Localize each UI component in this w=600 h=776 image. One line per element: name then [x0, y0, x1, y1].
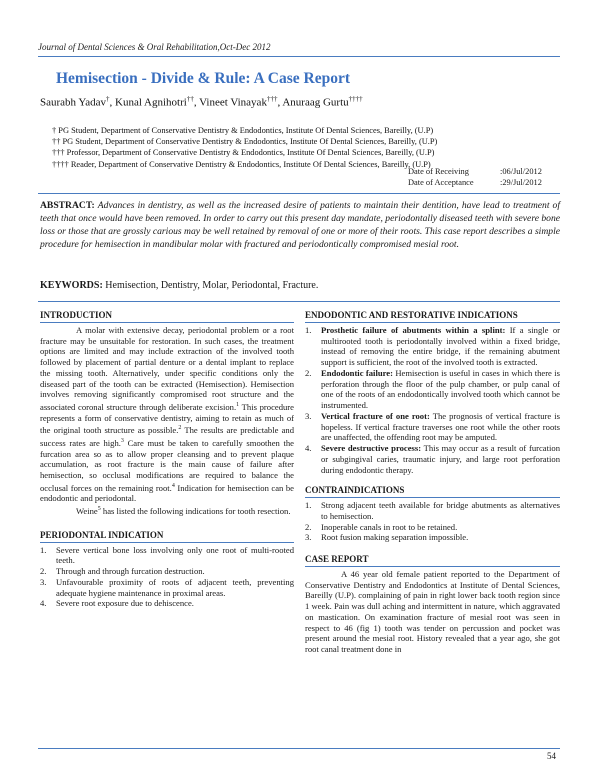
author-list: Saurabh Yadav†, Kunal Agnihotri††, Vineet Vinayak†††, Anuraag Gurtu†††† [40, 95, 363, 109]
keywords-rule [38, 301, 560, 302]
header-rule [38, 56, 560, 57]
author-name: Kunal Agnihotri [115, 96, 187, 109]
received-label: Date of Receiving [408, 167, 469, 176]
author-mark: ††† [266, 95, 278, 103]
author-name: Anuraag Gurtu [282, 96, 349, 109]
section-rule [40, 322, 294, 323]
list-item: 4. Severe destructive process: This may occur as a result of furcation or subgingival caries, traumatic injury, and large root perforation during endodontic therapy. [305, 443, 560, 475]
list-item: 2. Inoperable canals in root to be retained. [305, 521, 458, 532]
citation: 4 [171, 482, 175, 489]
right-column [305, 310, 560, 655]
list-item: 3. Vertical fracture of one root: The prognosis of vertical fracture is hopeless. If vertical fracture traverses one root while the other roots are unaffected, the offending root may be amputed. [305, 410, 560, 443]
list-item: 2. Through and through furcation destruction. [40, 566, 205, 577]
contraindications-heading: CONTRAINDICATIONS [305, 485, 405, 496]
abstract-text: Advances in dentistry, as well as the increased desire of patients to maintain their dentition, have lead to treatment of teeth that once would have been removed. In order to carry out this present day mandate, periodontally diseased teeth with severe bone loss or those that are grossly carious may be well retained by removal of one or more of their roots. This case report describes a simple procedure for hemisection in mandibular molar with fractured and periodontically compromised mesial root. [40, 200, 560, 250]
list-item: 1. Strong adjacent teeth available for bridge abutments as alternatives to hemisection. [305, 500, 560, 521]
list-item: 4. Severe root exposure due to dehiscence. [40, 598, 194, 609]
introduction-heading: INTRODUCTION [40, 310, 113, 320]
section-rule [305, 322, 560, 323]
abstract-label: ABSTRACT: [40, 200, 95, 211]
periodontal-heading: PERIODONTAL INDICATION [40, 529, 164, 540]
section-rule [40, 542, 294, 543]
keywords-text: Hemisection, Dentistry, Molar, Periodontal, Fracture. [105, 280, 319, 291]
article-title: Hemisection - Divide & Rule: A Case Report [56, 70, 351, 87]
affiliation-line: †† PG Student, Department of Conservative Dentistry & Endodontics, Institute Of Dental Sciences, Bareilly, (U.P) [52, 137, 438, 147]
affiliation-line: † PG Student, Department of Conservative Dentistry & Endodontics, Institute Of Dental Sciences, Bareilly, (U.P) [52, 126, 434, 135]
periodontal-list [40, 545, 294, 610]
contraindications-list [305, 500, 560, 543]
endodontic-list [305, 325, 560, 476]
introduction-paragraph: A molar with extensive decay, periodontal problem or a root fracture may be unsuitable for restoration. In such cases, the treatment options are limited and may include extraction of the involved tooth followed by placement of partial denture or a dental implant to replace the missing tooth. Alternatively, under specific conditions only the diseased part of the tooth can be extracted (Hemisection). Hemisection involves removing significantly compromised root structure and the associated coronal structure through deliberate excision.$^1$ This procedure represents a form of conservative dentistry, aiming to retain as much of the original tooth structure as possible.$^2$ The results are predictable and success rates are high.$^3$ Care must be taken to carefully smoothen the furcation area so as to allow proper cleansing and to prevent plaque accumulation, as root fracture is the main cause of failure after hemisection, so occlusal modifications are required to balance the occlusal forces on the remaining root.$^4$ Indication for hemisection can be endodontic and periodontal. [40, 324, 295, 504]
abstract-top-rule [38, 193, 560, 194]
accepted-value: :29/Jul/2012 [500, 178, 542, 187]
affiliation-line: ††† Professor, Department of Conservative Dentistry & Endodontics, Institute Of Dental Sciences, Bareilly, (U.P) [52, 148, 435, 158]
author-mark: †††† [348, 95, 363, 103]
list-item: 1. Severe vertical bone loss involving only one root of multi-rooted teeth. [40, 544, 294, 566]
endodontic-heading: ENDODONTIC AND RESTORATIVE INDICATIONS [305, 310, 518, 320]
received-value: :06/Jul/2012 [500, 167, 542, 176]
introduction-paragraph: Weine$^5$ has listed the following indications for tooth resection. [76, 506, 291, 517]
citation: 3 [120, 437, 124, 444]
list-item: 3. Root fusion making separation impossible. [305, 532, 469, 543]
citation: 2 [178, 425, 182, 432]
section-rule [305, 497, 560, 498]
footer-rule [38, 748, 560, 749]
abstract [40, 199, 560, 251]
case-report-heading: CASE REPORT [305, 554, 369, 564]
author-name: Saurabh Yadav [40, 96, 106, 109]
list-item: 2. Endodontic failure: Hemisection is useful in cases in which there is perforation through the floor of the pulp chamber, or pulp canal of one of the roots of an endodontically involved tooth which cannot be instrumented. [305, 367, 560, 410]
author-mark: † [106, 95, 110, 103]
affiliations [52, 125, 437, 170]
author-name: Vineet Vinayak [199, 96, 267, 109]
list-item: 1. Prosthetic failure of abutments within a splint: If a single or multirooted tooth is periodontally involved within a fixed bridge, instead of removing the entire bridge, if the remaining abutment support is sufficient, the root of the involved tooth is extracted. [305, 324, 560, 367]
citation: 5 [97, 506, 101, 513]
accepted-label: Date of Acceptance [408, 178, 474, 187]
journal-header: Journal of Dental Sciences & Oral Rehabilitation,Oct-Dec 2012 [38, 42, 271, 52]
dates-table [408, 166, 542, 188]
list-item: 3. Unfavourable proximity of roots of adjacent teeth, preventing adequate hygiene maintenance in proximal areas. [40, 576, 294, 598]
citation: 1 [236, 402, 240, 408]
section-rule [305, 566, 560, 567]
case-report-paragraph: A 46 year old female patient reported to the Department of Conservative Dentistry and Endodontics at Institute of Dental Sciences, Bareilly (U.P). complaining of pain in right lower back tooth region since 1 week. Pain was dull aching and intermittent in nature, which aggravated on mastication. On examination fracture of mesial root was seen in respect to 46 (fig 1) tooth was tender on percussion and pocket was present around the mesial root. History revealed that a year ago, she got root canal treatment done in [305, 568, 560, 654]
page-number: 54 [547, 751, 556, 761]
left-column [40, 310, 294, 609]
author-mark: †† [186, 95, 194, 103]
keywords-label: KEYWORDS: [40, 280, 103, 291]
affiliation-line: †††† Reader, Department of Conservative Dentistry & Endodontics, Institute Of Dental Sciences, Bareilly, (U.P) [52, 159, 431, 169]
keywords [40, 280, 318, 291]
